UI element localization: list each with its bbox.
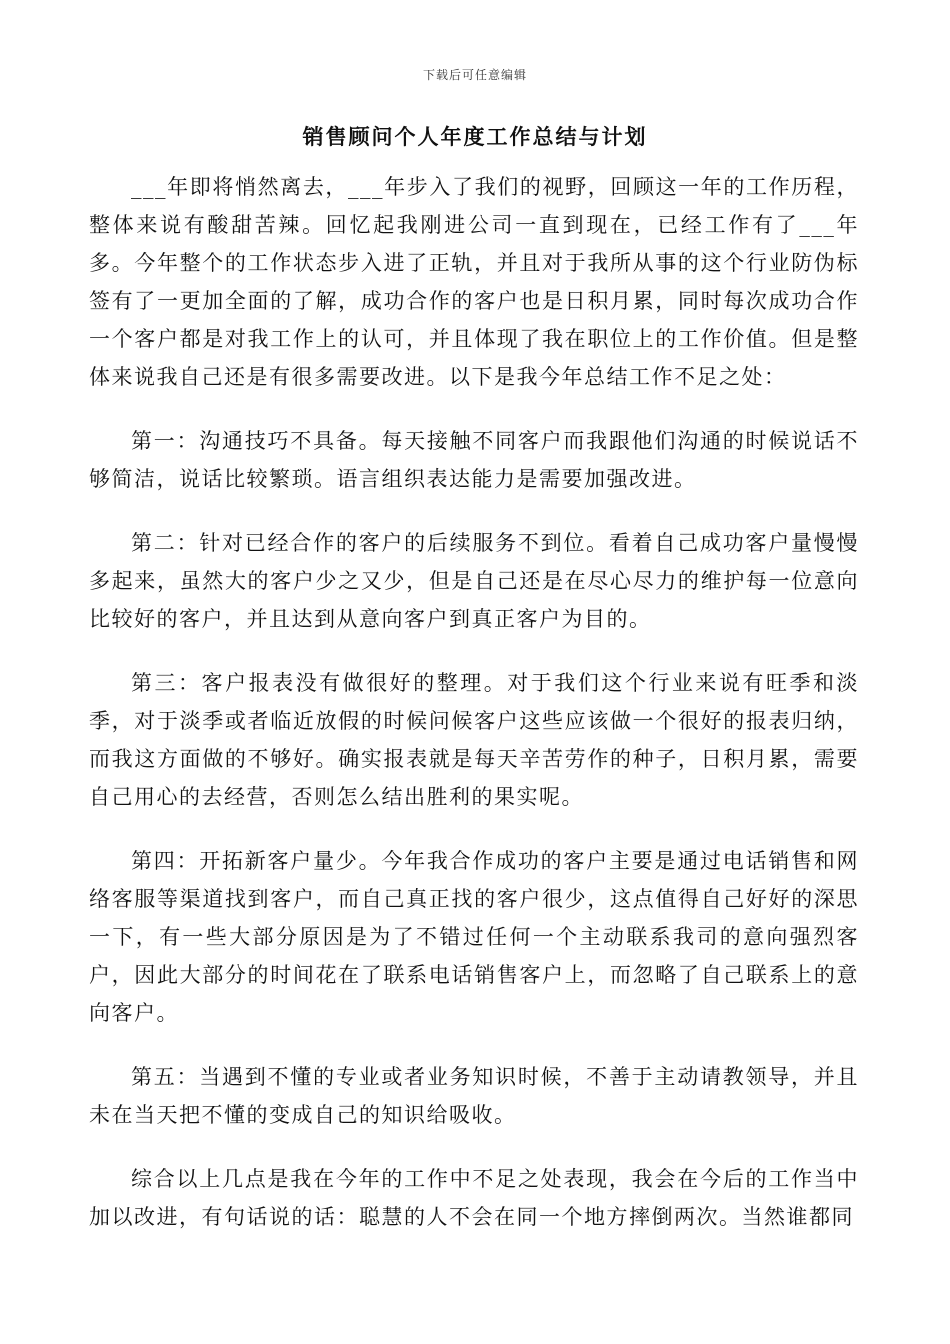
paragraph-intro: ___年即将悄然离去，___年步入了我们的视野，回顾这一年的工作历程，整体来说有酸甜苦辣。回忆起我刚进公司一直到现在，已经工作有了___年多。今年整个的工作状态步入进了正轨，并且对于我所从事的这个行业防伪标签有了一更加全面的了解，成功合作的客户也是日积月累，同时每次成功合作一个客户都是对我工作上的认可，并且体现了我在职位上的工作价值。但是整体来说我自己还是有很多需要改进。以下是我今年总结工作不足之处：: [89, 175, 859, 389]
paragraph-point-4: 第四：开拓新客户量少。今年我合作成功的客户主要是通过电话销售和网络客服等渠道找到客户，而自己真正找的客户很少，这点值得自己好好的深思一下，有一些大部分原因是为了不错过任何一个主动联系我司的意向强烈客户，因此大部分的时间花在了联系电话销售客户上，而忽略了自己联系上的意向客户。: [89, 849, 859, 1025]
paragraph-summary: 综合以上几点是我在今年的工作中不足之处表现，我会在今后的工作当中加以改进，有句话说的话：聪慧的人不会在同一个地方摔倒两次。当然谁都同: [89, 1167, 859, 1229]
paragraph-point-1: 第一：沟通技巧不具备。每天接触不同客户而我跟他们沟通的时候说话不够简洁，说话比较繁琐。语言组织表达能力是需要加强改进。: [89, 429, 859, 491]
paragraph-point-2: 第二：针对已经合作的客户的后续服务不到位。看着自己成功客户量慢慢多起来，虽然大的客户少之又少，但是自己还是在尽心尽力的维护每一位意向比较好的客户，并且达到从意向客户到真正客户为目的。: [89, 531, 859, 631]
document-body: [89, 168, 859, 1262]
header-note: 下载后可任意编辑: [422, 68, 527, 82]
paragraph-point-5: 第五：当遇到不懂的专业或者业务知识时候，不善于主动请教领导，并且未在当天把不懂的变成自己的知识给吸收。: [89, 1065, 859, 1127]
document-title: 销售顾问个人年度工作总结与计划: [302, 124, 648, 149]
paragraph-point-3: 第三：客户报表没有做很好的整理。对于我们这个行业来说有旺季和淡季，对于淡季或者临近放假的时候问候客户这些应该做一个很好的报表归纳，而我这方面做的不够好。确实报表就是每天辛苦劳作的种子，日积月累，需要自己用心的去经营，否则怎么结出胜利的果实呢。: [89, 671, 859, 809]
